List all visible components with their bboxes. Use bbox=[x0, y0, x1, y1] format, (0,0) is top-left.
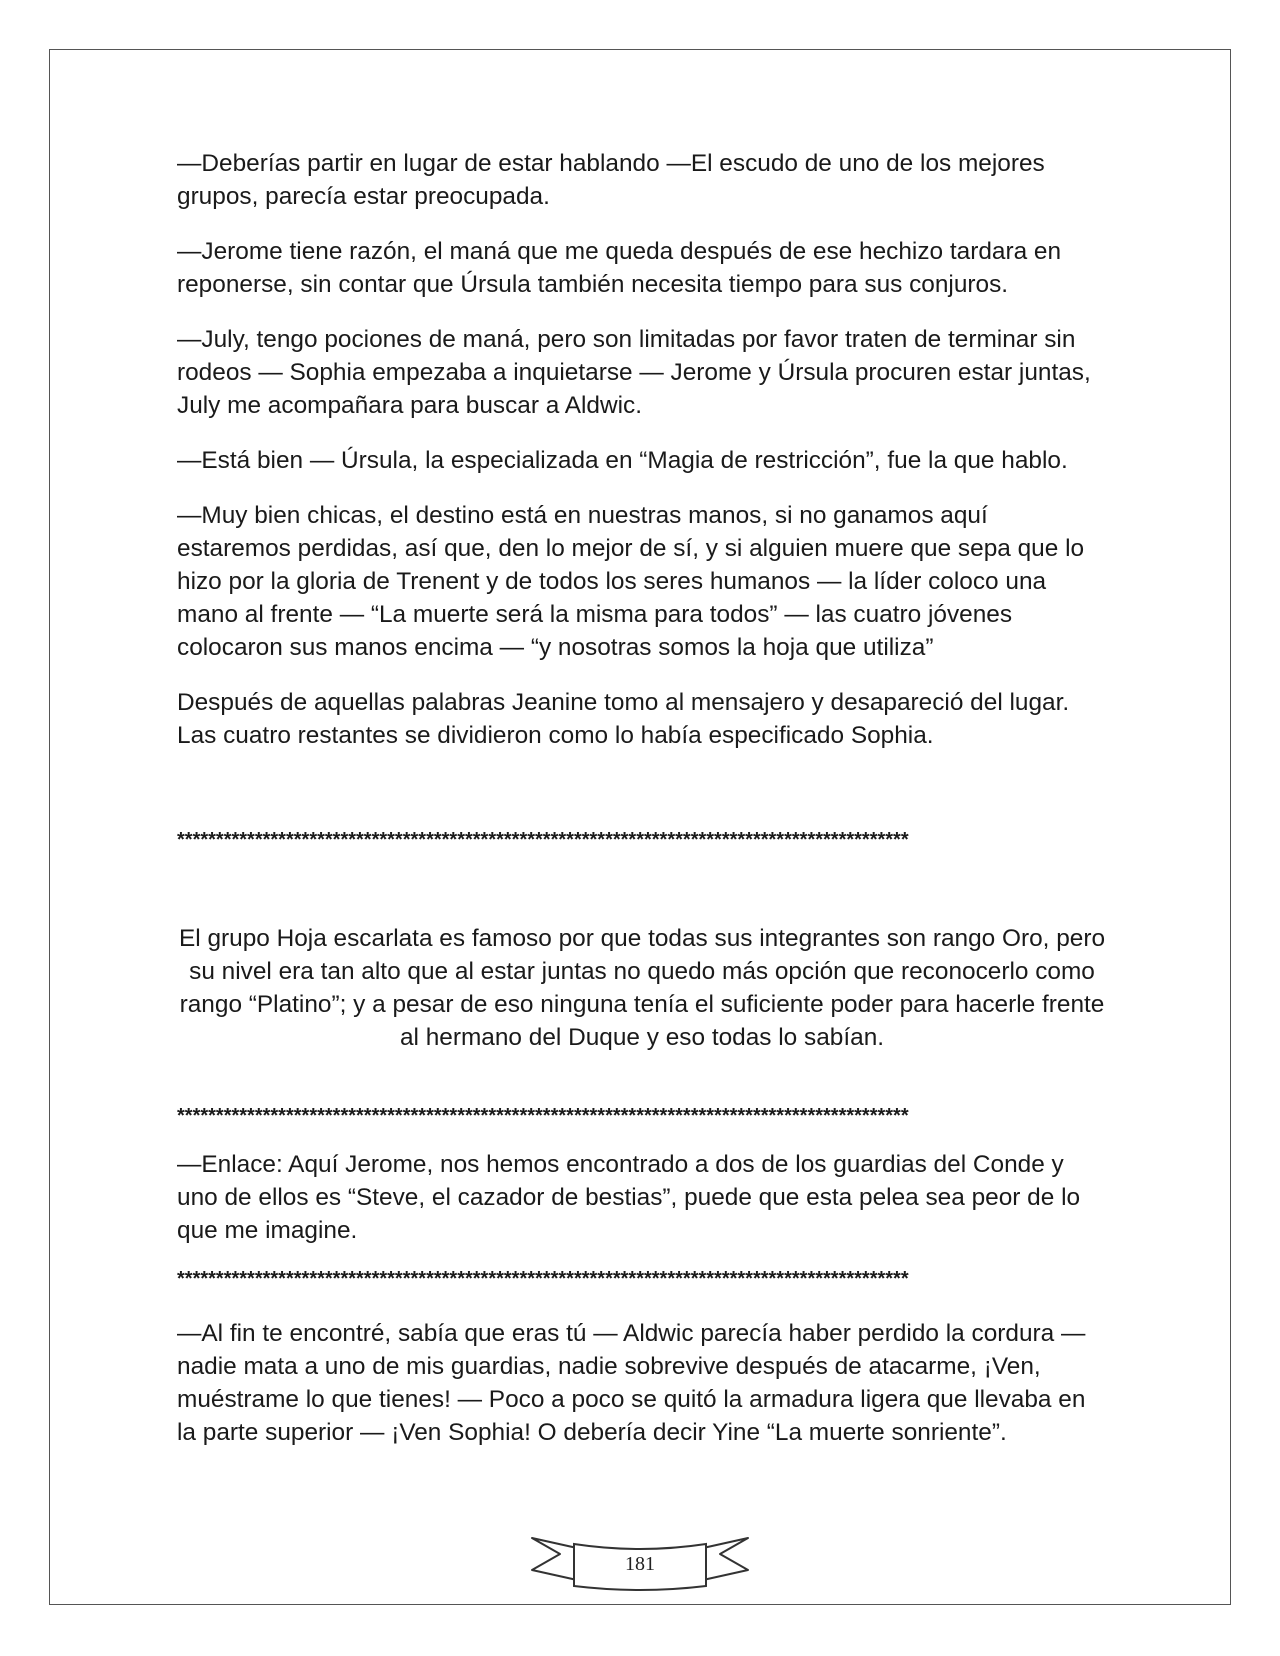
final-paragraph: —Al fin te encontré, sabía que eras tú — Aldwic parecía haber perdido la cordura — nadie mata a uno de mis guardias, nadie sobrevive después de atacarme, ¡Ven, muéstrame lo que tienes! — Poco a poco se quitó la armadura ligera que llevaba en la parte superior — ¡Ven Sophia! O debería decir Yine “La muerte sonriente”. bbox=[177, 1320, 1086, 1446]
page-body bbox=[177, 147, 1107, 1471]
paragraph: Después de aquellas palabras Jeanine tomo al mensajero y desapareció del lugar. Las cuatro restantes se dividieron como lo había especificado Sophia. bbox=[177, 689, 1070, 749]
paragraph: —Deberías partir en lugar de estar hablando —El escudo de uno de los mejores grupos, parecía estar preocupada. bbox=[177, 150, 1045, 210]
centered-paragraph: El grupo Hoja escarlata es famoso por que todas sus integrantes son rango Oro, pero su nivel era tan alto que al estar juntas no quedo más opción que reconocerlo como rango “Platino”; y a pesar de eso ninguna tenía el suficiente poder para hacerle frente al hermano del Duque y eso todas lo sabían. bbox=[178, 925, 1106, 1051]
scene-separator: ********************************************************************************************** bbox=[177, 1269, 909, 1289]
paragraph: —July, tengo pociones de maná, pero son limitadas por favor traten de terminar sin rodeos — Sophia empezaba a inquietarse — Jerome y Úrsula procuren estar juntas, July me acompañara para buscar a Aldwic. bbox=[177, 326, 1091, 419]
page-number: 181 bbox=[625, 1553, 655, 1575]
scene-separator: ********************************************************************************************** bbox=[177, 830, 909, 850]
page-number-ribbon bbox=[530, 1520, 750, 1592]
link-paragraph: —Enlace: Aquí Jerome, nos hemos encontrado a dos de los guardias del Conde y uno de ellos es “Steve, el cazador de bestias”, puede que esta pelea sea peor de lo que me imagine. bbox=[177, 1151, 1081, 1244]
paragraph: —Muy bien chicas, el destino está en nuestras manos, si no ganamos aquí estaremos perdidas, así que, den lo mejor de sí, y si alguien muere que sepa que lo hizo por la gloria de Trenent y de todos los seres humanos — la líder coloco una mano al frente — “La muerte será la misma para todos” — las cuatro jóvenes colocaron sus manos encima — “y nosotras somos la hoja que utiliza” bbox=[177, 502, 1085, 661]
paragraph: —Está bien — Úrsula, la especializada en “Magia de restricción”, fue la que hablo. bbox=[177, 447, 1068, 474]
paragraph: —Jerome tiene razón, el maná que me queda después de ese hechizo tardara en reponerse, sin contar que Úrsula también necesita tiempo para sus conjuros. bbox=[177, 238, 1062, 298]
scene-separator: ********************************************************************************************** bbox=[177, 1106, 909, 1126]
